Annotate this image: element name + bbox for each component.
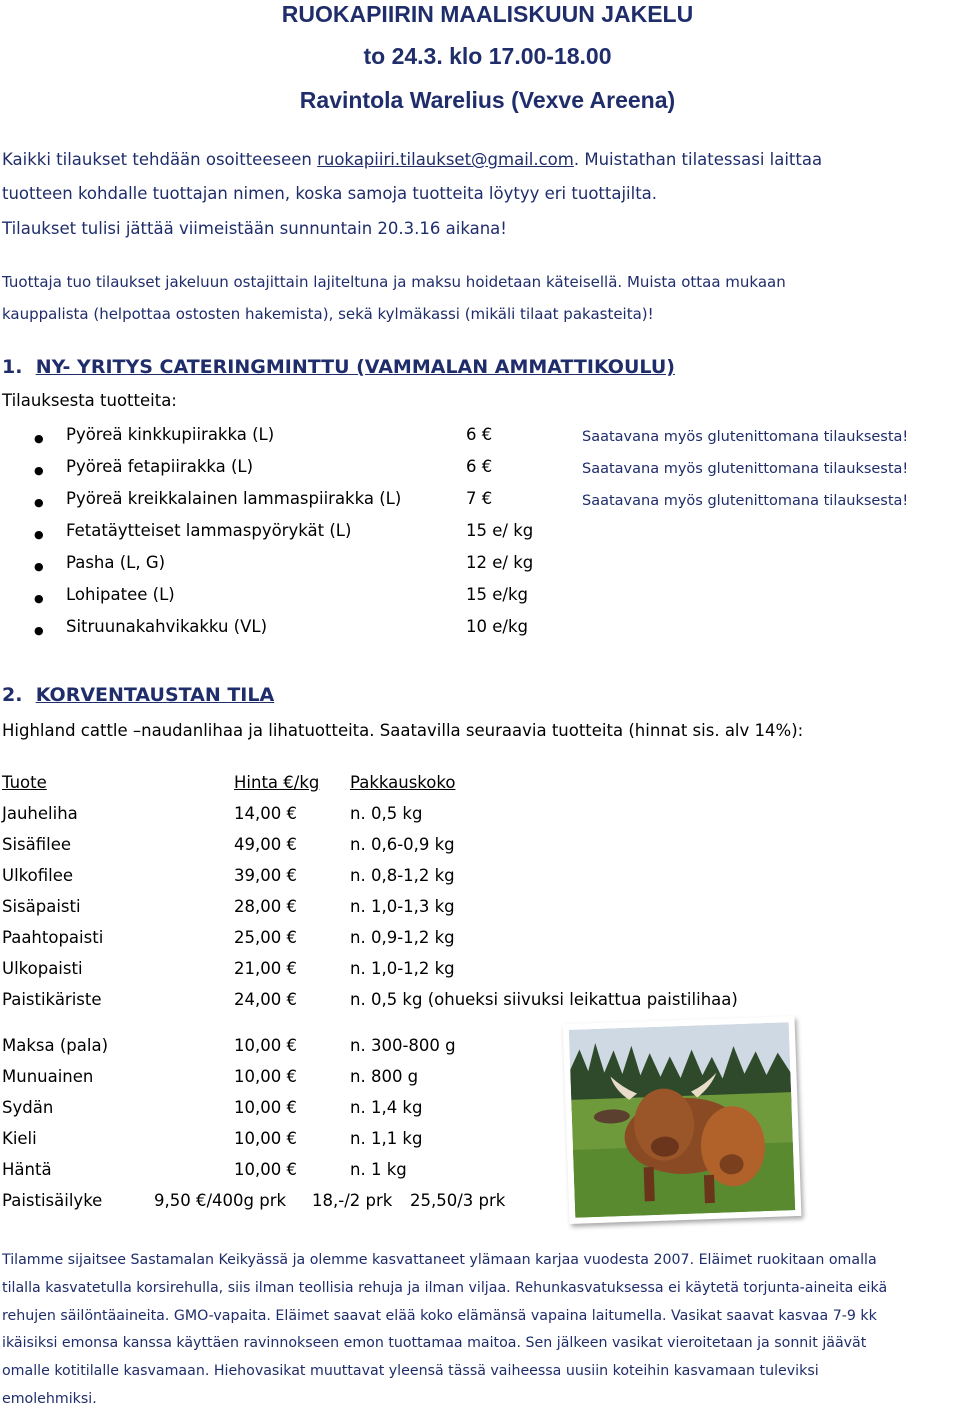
intro-line-5: kauppalista (helpottaa ostosten hakemista), sekä kylmäkassi (mikäli tilaat pakasteita)!: [2, 305, 654, 323]
cell-product: Häntä: [2, 1160, 52, 1179]
product-price: 15 e/kg: [466, 585, 528, 604]
cell-package: n. 1,0-1,3 kg: [350, 897, 455, 916]
cell-package: n. 0,5 kg (ohueksi siivuksi leikattua paistilihaa): [350, 990, 738, 1009]
table-row: [2, 927, 942, 958]
product-note: Saatavana myös glutenittomana tilauksesta!: [582, 493, 909, 509]
price-table-offal: [2, 1035, 942, 1221]
bullet-icon: ●: [34, 528, 44, 541]
section-1-title: NY- YRITYS CATERINGMINTTU (VAMMALAN AMMATTIKOULU): [35, 356, 675, 378]
intro-line-1: [2, 149, 822, 171]
section-1-heading: [2, 356, 675, 378]
cell-product: Maksa (pala): [2, 1036, 109, 1055]
cell-price-3: 25,50/3 prk: [410, 1191, 506, 1210]
cell-package: n. 0,8-1,2 kg: [350, 866, 455, 885]
cell-product: Sisäfilee: [2, 835, 72, 854]
product-name: Pyöreä kinkkupiirakka (L): [66, 425, 275, 444]
cell-product: Ulkopaisti: [2, 959, 83, 978]
product-name: Lohipatee (L): [66, 585, 175, 604]
list-item: [34, 520, 954, 552]
list-item: [34, 616, 954, 648]
cell-price: 25,00 €: [234, 928, 297, 947]
highland-cattle-photo: [563, 1016, 802, 1224]
table-row: [2, 1159, 942, 1190]
date-time-heading: to 24.3. klo 17.00-18.00: [363, 43, 612, 69]
price-table: [2, 772, 942, 1020]
cell-package: n. 0,9-1,2 kg: [350, 928, 455, 947]
venue-heading: Ravintola Warelius (Vexve Areena): [299, 87, 676, 113]
product-price: 10 e/kg: [466, 617, 528, 636]
intro-line-4: Tuottaja tuo tilaukset jakeluun ostajittain lajiteltuna ja maksu hoidetaan käteisellä. Muista ottaa mukaan: [2, 273, 786, 291]
cell-package: n. 1,1 kg: [350, 1129, 423, 1148]
intro-line-2: tuotteen kohdalle tuottajan nimen, koska samoja tuotteita löytyy eri tuottajilta.: [2, 184, 658, 203]
column-header-package: Pakkauskoko: [350, 773, 456, 792]
cell-product: Ulkofilee: [2, 866, 74, 885]
cell-package: n. 800 g: [350, 1067, 419, 1086]
product-name: Sitruunakahvikakku (VL): [66, 617, 268, 636]
product-note: Saatavana myös glutenittomana tilauksesta!: [582, 429, 909, 445]
table-row: [2, 865, 942, 896]
page-title: RUOKAPIIRIN MAALISKUUN JAKELU: [281, 1, 694, 27]
table-row: [2, 1035, 942, 1066]
cell-price: 39,00 €: [234, 866, 297, 885]
farm-description-line: rehujen säilöntäaineita. GMO-vapaita. Eläimet saavat elää koko elämänsä vapaina laitumella. Vasikat saavat kasvaa 7-9 kk: [2, 1307, 877, 1324]
product-name: Pasha (L, G): [66, 553, 166, 572]
bullet-icon: ●: [34, 624, 44, 637]
product-name: Pyöreä kreikkalainen lammaspiirakka (L): [66, 489, 402, 508]
bullet-icon: ●: [34, 496, 44, 509]
product-price: 15 e/ kg: [466, 521, 534, 540]
product-price: 6 €: [466, 425, 493, 444]
section-2-number: 2.: [2, 684, 23, 706]
bullet-icon: ●: [34, 592, 44, 605]
table-row: [2, 896, 942, 927]
farm-description-line: ikäisiksi emonsa kanssa käyttäen ravinnokseen emon tuottamaa maitoa. Sen jälkeen vasikat vieroitetaan ja sonnit jäävät: [2, 1335, 867, 1352]
section-1-number: 1.: [2, 356, 23, 378]
list-item: [34, 456, 954, 488]
cell-product: Jauheliha: [2, 804, 78, 823]
section-1-subtitle: Tilauksesta tuotteita:: [2, 391, 177, 410]
product-note: Saatavana myös glutenittomana tilauksesta!: [582, 461, 909, 477]
cell-price: 14,00 €: [234, 804, 297, 823]
farm-description-line: tilalla kasvatetulla korsirehulla, siis ilman teollisia rehuja ja ilman viljaa. Rehunkasvatuksessa ei käytetä torjunta-aineita eikä: [2, 1279, 888, 1296]
cell-price: 28,00 €: [234, 897, 297, 916]
table-row: [2, 1097, 942, 1128]
table-row: [2, 803, 942, 834]
email-link[interactable]: ruokapiiri.tilaukset@gmail.com: [317, 150, 574, 169]
cell-package: n. 0,6-0,9 kg: [350, 835, 455, 854]
table-header-row: [2, 772, 942, 803]
table-row: [2, 1066, 942, 1097]
cattle-illustration: [569, 1022, 795, 1218]
section-2-heading: [2, 684, 274, 706]
table-row: [2, 958, 942, 989]
column-header-product: Tuote: [2, 773, 47, 792]
cell-product: Sydän: [2, 1098, 54, 1117]
cell-price: 10,00 €: [234, 1160, 297, 1179]
farm-description-line: omalle kotitilalle kasvamaan. Hiehovasikat muuttavat yleensä tässä vaiheessa uusiin koteihin kasvamaan tuleviksi: [2, 1363, 819, 1380]
list-item: [34, 424, 954, 456]
cell-product: Sisäpaisti: [2, 897, 81, 916]
table-row: [2, 989, 942, 1020]
cell-price: 10,00 €: [234, 1036, 297, 1055]
cell-price: 10,00 €: [234, 1129, 297, 1148]
cell-price-1: 9,50 €/400g prk: [154, 1191, 287, 1210]
farm-description-line: Tilamme sijaitsee Sastamalan Keikyässä ja olemme kasvattaneet ylämaan karjaa vuodesta 2007. Eläimet ruokitaan omalla: [2, 1252, 877, 1268]
cell-package: n. 1,4 kg: [350, 1098, 423, 1117]
cell-product: Paahtopaisti: [2, 928, 104, 947]
section-1-product-list: [34, 424, 954, 648]
table-row: [2, 1128, 942, 1159]
section-2-subtitle: Highland cattle –naudanlihaa ja lihatuotteita. Saatavilla seuraavia tuotteita (hinnat sis. alv 14%):: [2, 721, 804, 740]
list-item: [34, 552, 954, 584]
product-price: 7 €: [466, 489, 493, 508]
farm-description: [2, 1247, 960, 1414]
column-header-price: Hinta €/kg: [234, 773, 320, 792]
bullet-icon: ●: [34, 432, 44, 445]
cell-price: 10,00 €: [234, 1067, 297, 1086]
cell-price: 24,00 €: [234, 990, 297, 1009]
intro-text-post: . Muistathan tilatessasi laittaa: [573, 150, 823, 169]
product-price: 12 e/ kg: [466, 553, 534, 572]
list-item: [34, 488, 954, 520]
cell-package: n. 0,5 kg: [350, 804, 423, 823]
list-item: [34, 584, 954, 616]
section-2-title: KORVENTAUSTAN TILA: [35, 684, 275, 706]
product-name: Fetatäytteiset lammaspyörykät (L): [66, 521, 352, 540]
intro-deadline: Tilaukset tulisi jättää viimeistään sunnuntain 20.3.16 aikana!: [2, 219, 507, 238]
product-price: 6 €: [466, 457, 493, 476]
cell-price: 49,00 €: [234, 835, 297, 854]
table-row: [2, 834, 942, 865]
cell-price: 10,00 €: [234, 1098, 297, 1117]
cell-price: 21,00 €: [234, 959, 297, 978]
bullet-icon: ●: [34, 560, 44, 573]
bullet-icon: ●: [34, 464, 44, 477]
cell-product: Paistikäriste: [2, 990, 102, 1009]
cell-package: n. 1 kg: [350, 1160, 407, 1179]
product-name: Pyöreä fetapiirakka (L): [66, 457, 254, 476]
cell-package: n. 1,0-1,2 kg: [350, 959, 455, 978]
cell-product: Munuainen: [2, 1067, 94, 1086]
intro-text-pre: Kaikki tilaukset tehdään osoitteeseen: [2, 150, 318, 169]
farm-description-line: emolehmiksi.: [2, 1390, 97, 1407]
cell-product: Kieli: [2, 1129, 37, 1148]
cell-price-2: 18,-/2 prk: [312, 1191, 393, 1210]
cell-product: Paistisäilyke: [2, 1191, 103, 1210]
cell-package: n. 300-800 g: [350, 1036, 456, 1055]
